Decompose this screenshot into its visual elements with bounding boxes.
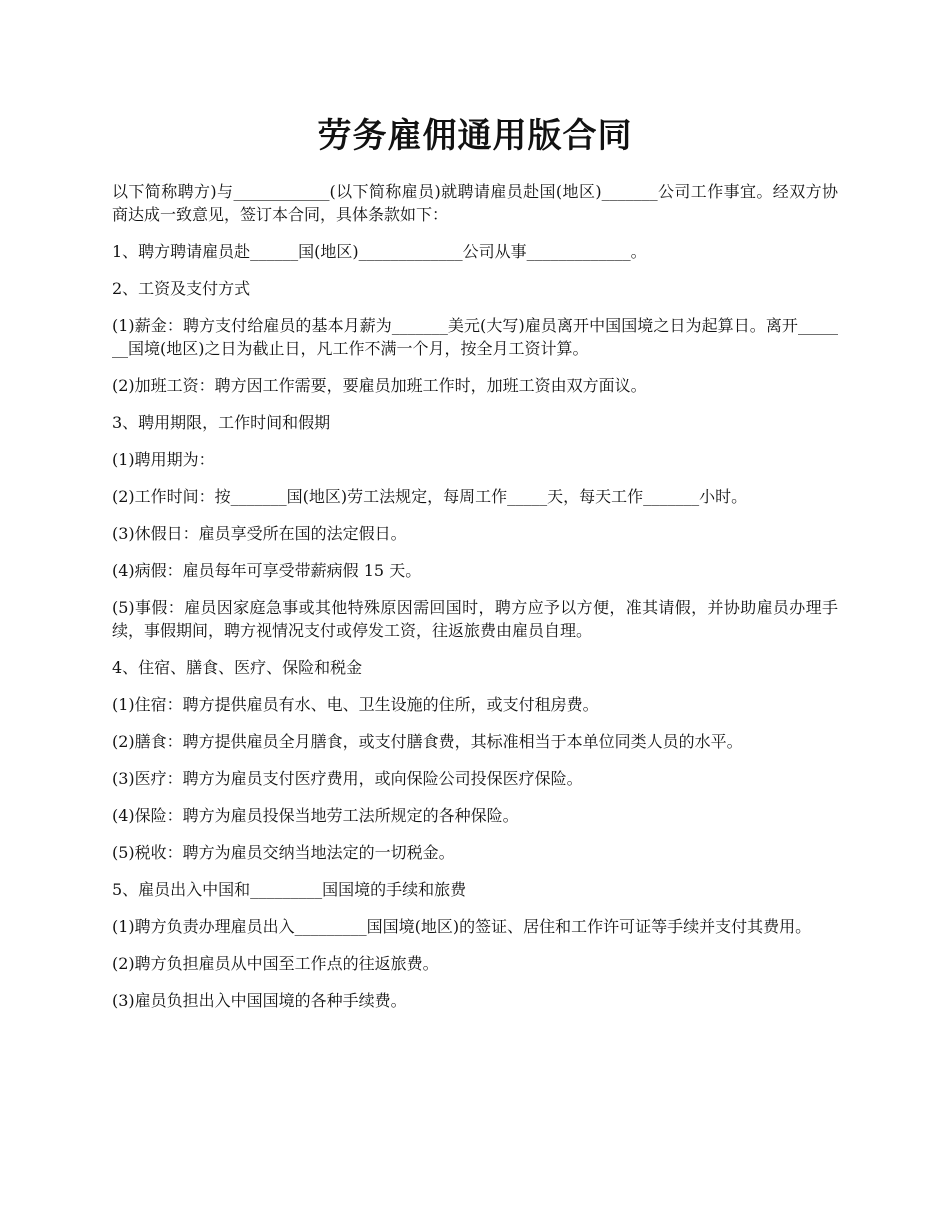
paragraph-travel-cost: (2)聘方负担雇员从中国至工作点的往返旅费。	[112, 954, 439, 973]
paragraph-sick-leave: (4)病假：雇员每年可享受带薪病假 15 天。	[112, 561, 422, 580]
paragraph-term: (1)聘用期为：	[112, 450, 215, 469]
paragraph-intro: 以下简称聘方)与____________(以下简称雇员)就聘请雇员赴国(地区)_______公司工作事宜。经双方协商达成一致意见，签订本合同，具体条款如下：	[112, 182, 838, 224]
section-heading-4: 4、住宿、膳食、医疗、保险和税金	[112, 658, 363, 677]
section-heading-2: 2、工资及支付方式	[112, 279, 251, 298]
paragraph-meals: (2)膳食：聘方提供雇员全月膳食，或支付膳食费，其标准相当于本单位同类人员的水平。	[112, 732, 743, 751]
paragraph-tax: (5)税收：聘方为雇员交纳当地法定的一切税金。	[112, 843, 455, 862]
section-heading-5: 5、雇员出入中国和_________国国境的手续和旅费	[112, 880, 467, 899]
section-heading-3: 3、聘用期限，工作时间和假期	[112, 413, 331, 432]
paragraph-holidays: (3)休假日：雇员享受所在国的法定假日。	[112, 524, 407, 543]
paragraph-visa: (1)聘方负责办理雇员出入_________国国境(地区)的签证、居住和工作许可证等手续并支付其费用。	[112, 917, 812, 936]
paragraph-clause-1: 1、聘方聘请雇员赴______国(地区)_____________公司从事_____________。	[112, 242, 647, 261]
paragraph-work-hours: (2)工作时间：按_______国(地区)劳工法规定，每周工作_____天，每天工作_______小时。	[112, 487, 748, 506]
paragraph-personal-leave: (5)事假：雇员因家庭急事或其他特殊原因需回国时，聘方应予以方便，准其请假，并协助雇员办理手续，事假期间，聘方视情况支付或停发工资，往返旅费由雇员自理。	[112, 598, 838, 640]
paragraph-border-fees: (3)雇员负担出入中国国境的各种手续费。	[112, 991, 407, 1010]
paragraph-overtime: (2)加班工资：聘方因工作需要，要雇员加班工作时，加班工资由双方面议。	[112, 376, 647, 395]
paragraph-salary: (1)薪金：聘方支付给雇员的基本月薪为_______美元(大写)雇员离开中国国境之日为起算日。离开_______国境(地区)之日为截止日，凡工作不满一个月，按全月工资计算。	[112, 316, 838, 358]
document-body	[112, 180, 838, 1026]
paragraph-medical: (3)医疗：聘方为雇员支付医疗费用，或向保险公司投保医疗保险。	[112, 769, 583, 788]
paragraph-housing: (1)住宿：聘方提供雇员有水、电、卫生设施的住所，或支付租房费。	[112, 695, 599, 714]
paragraph-insurance: (4)保险：聘方为雇员投保当地劳工法所规定的各种保险。	[112, 806, 519, 825]
document-title: 劳务雇佣通用版合同	[317, 116, 633, 156]
